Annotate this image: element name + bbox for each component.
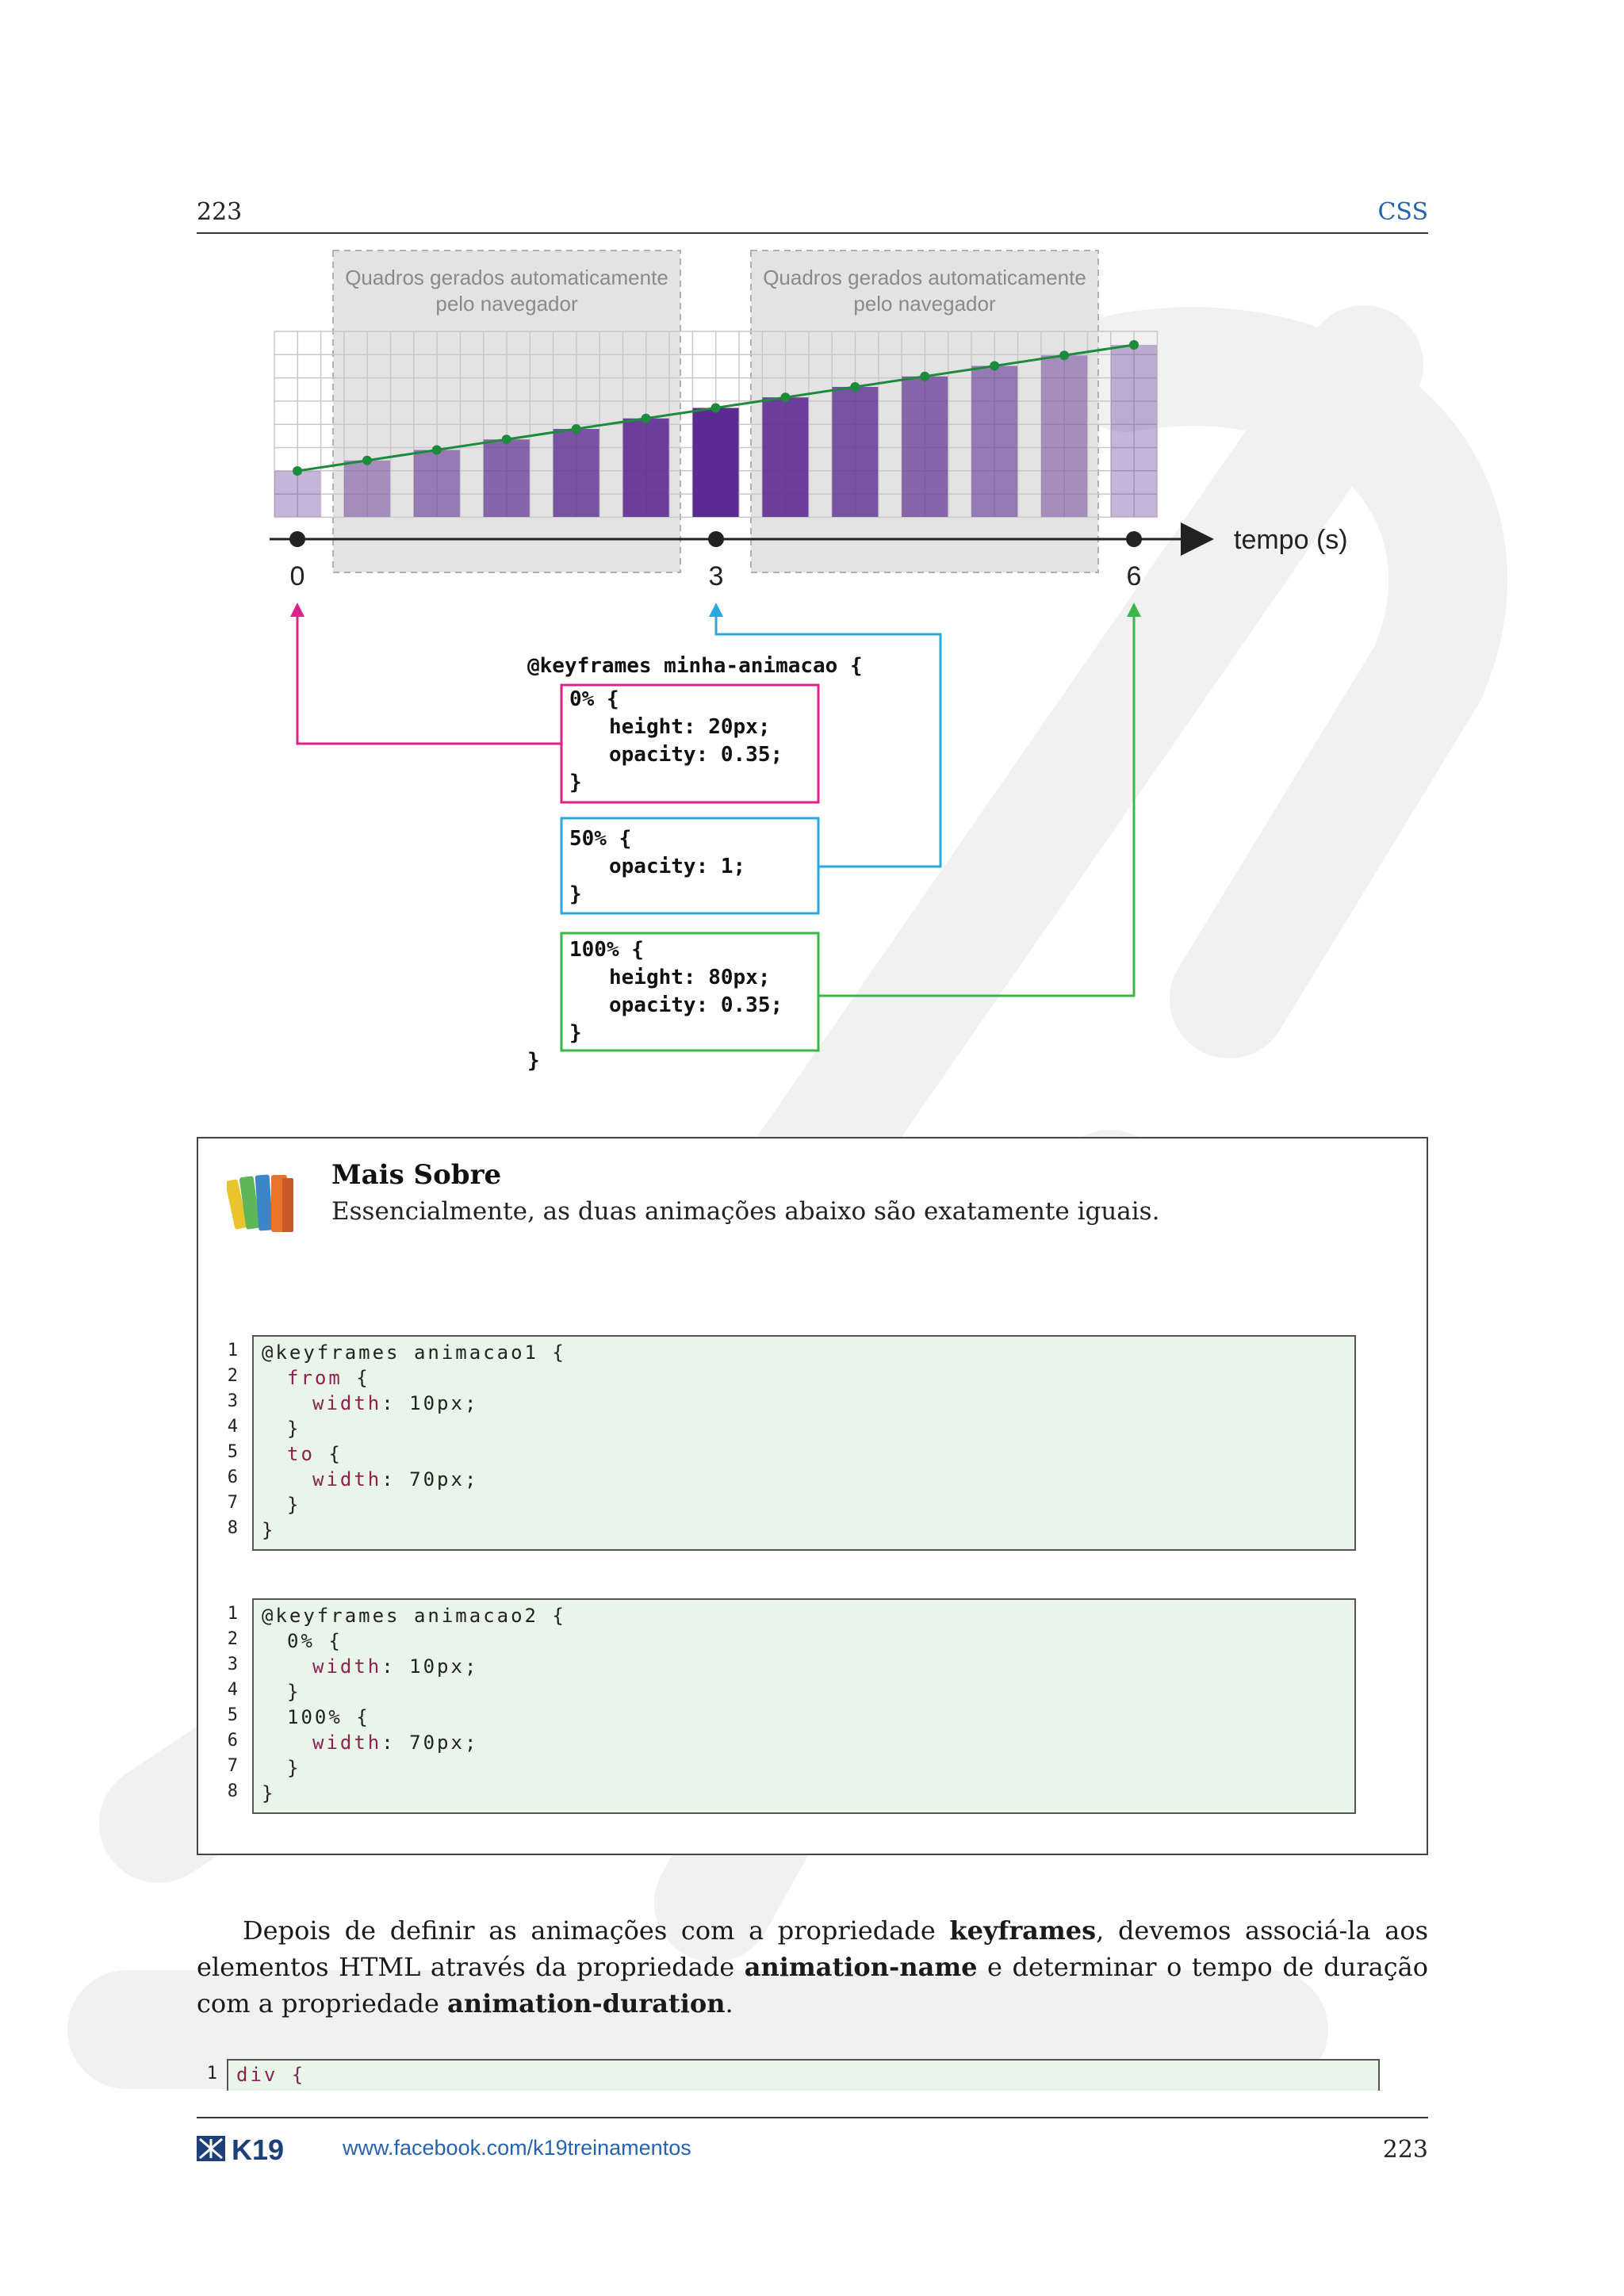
animation-bar — [344, 461, 390, 517]
code1-line-1: @keyframes animacao1 { — [262, 1341, 566, 1364]
line-number: 4 — [227, 1680, 238, 1700]
animation-bar — [484, 439, 530, 517]
trend-dot — [432, 446, 442, 455]
line-number: 5 — [227, 1442, 238, 1462]
mais-sobre-title: Mais Sobre — [331, 1159, 502, 1191]
code2-line-5: 100% { — [287, 1706, 370, 1728]
header-section-title: CSS — [1377, 198, 1428, 226]
line-number: 1 — [206, 2064, 217, 2084]
trend-dot — [1059, 350, 1069, 360]
trend-dot — [502, 434, 511, 444]
code1-line-5: to { — [287, 1443, 343, 1465]
animation-bar — [1111, 345, 1157, 517]
code2-line-2: 0% { — [287, 1630, 343, 1652]
header-rule — [197, 232, 1428, 234]
animation-bar — [553, 429, 599, 517]
k19-logo — [197, 2134, 324, 2163]
trend-dot — [642, 414, 651, 423]
code1-line-8: } — [262, 1519, 276, 1541]
code-k0-close: } — [569, 771, 582, 794]
frames-caption-2b: pelo navegador — [853, 292, 996, 316]
line-number: 4 — [227, 1417, 238, 1437]
code-open: @keyframes minha-animacao { — [527, 654, 863, 678]
tick-label-0: 0 — [289, 561, 305, 591]
code-block-animacao2 — [252, 1598, 1356, 1814]
code-k50-open: 50% { — [569, 827, 632, 851]
svg-text:K19: K19 — [232, 2134, 285, 2163]
animation-bar — [693, 408, 739, 518]
code-k100-opacity: opacity: 0.35; — [609, 993, 783, 1017]
line-number: 7 — [227, 1493, 238, 1513]
code-div-line: div { — [236, 2064, 306, 2086]
trend-dot — [990, 362, 999, 371]
tick-label-3: 3 — [708, 561, 724, 591]
animation-bar — [762, 397, 808, 517]
axis-label: tempo (s) — [1234, 525, 1348, 555]
frames-caption-2a: Quadros gerados automaticamente — [763, 266, 1086, 289]
tick-label-6: 6 — [1126, 561, 1142, 591]
keyword-animation-duration: animation-duration — [447, 1988, 726, 2019]
footer-url-link[interactable]: www.facebook.com/k19treinamentos — [343, 2136, 691, 2160]
code1-line-4: } — [287, 1418, 301, 1440]
tick-dot-0 — [289, 531, 305, 547]
code-block-div — [227, 2059, 1380, 2091]
trend-dot — [850, 382, 860, 392]
animation-bar — [623, 419, 669, 517]
line-number: 6 — [227, 1731, 238, 1751]
animation-bar — [902, 377, 948, 517]
trend-dot — [1129, 340, 1139, 350]
line-number: 6 — [227, 1468, 238, 1487]
frames-caption-1b: pelo navegador — [435, 292, 578, 316]
trend-dot — [572, 424, 581, 434]
line-number: 8 — [227, 1518, 238, 1538]
line-number: 2 — [227, 1366, 238, 1386]
code-k100-close: } — [569, 1021, 582, 1045]
keyword-animation-name: animation-name — [744, 1952, 978, 1982]
animation-bar — [414, 450, 460, 518]
trend-dot — [293, 466, 302, 476]
code-k50-opacity: opacity: 1; — [609, 855, 746, 878]
code2-line-4: } — [287, 1681, 301, 1703]
line-number: 7 — [227, 1756, 238, 1776]
trend-dot — [711, 404, 721, 413]
footer-rule — [197, 2117, 1428, 2118]
trend-dot — [780, 392, 790, 402]
code-k100-open: 100% { — [569, 938, 644, 962]
code2-line-6: width: 70px; — [312, 1732, 479, 1754]
code2-line-1: @keyframes animacao2 { — [262, 1605, 566, 1627]
line-number: 8 — [227, 1781, 238, 1801]
line-number: 3 — [227, 1391, 238, 1411]
books-icon — [227, 1162, 303, 1238]
code2-line-7: } — [287, 1757, 301, 1779]
animation-bar — [1041, 355, 1087, 517]
frames-caption-1a: Quadros gerados automaticamente — [345, 266, 668, 289]
line-number: 5 — [227, 1705, 238, 1725]
line-number: 2 — [227, 1629, 238, 1649]
body-paragraph: Depois de definir as animações com a propriedade keyframes, devemos associá-la aos elementos HTML através da propriedade animation-name e determinar o tempo de duração com a propriedade animation-duration. — [197, 1915, 1429, 2019]
code-k50-close: } — [569, 882, 582, 906]
code1-line-3: width: 10px; — [312, 1392, 479, 1414]
tick-dot-3 — [708, 531, 724, 547]
code1-line-7: } — [287, 1494, 301, 1516]
code1-line-2: from { — [287, 1367, 370, 1389]
code1-line-6: width: 70px; — [312, 1468, 479, 1490]
animation-bar — [971, 366, 1017, 518]
keyword-keyframes: keyframes — [949, 1915, 1097, 1946]
header-page-number: 223 — [197, 198, 243, 226]
code-k0-height: height: 20px; — [609, 715, 771, 739]
line-number: 1 — [227, 1341, 238, 1360]
animation-bar — [274, 471, 320, 517]
trend-dot — [920, 372, 929, 381]
keyframes-diagram — [0, 238, 1624, 1094]
line-number: 3 — [227, 1655, 238, 1674]
code-block-animacao1 — [252, 1335, 1356, 1551]
code-close: } — [527, 1049, 540, 1073]
code2-line-3: width: 10px; — [312, 1655, 479, 1678]
animation-bar — [832, 387, 878, 517]
code-k0-opacity: opacity: 0.35; — [609, 743, 783, 767]
code-k100-height: height: 80px; — [609, 966, 771, 989]
code2-line-8: } — [262, 1782, 276, 1804]
connector-6 — [818, 610, 1134, 996]
mais-sobre-text: Essencialmente, as duas animações abaixo são exatamente iguais. — [331, 1197, 1160, 1226]
tick-dot-6 — [1126, 531, 1142, 547]
mais-sobre-box — [197, 1137, 1428, 1855]
trend-dot — [362, 456, 372, 465]
connector-0 — [297, 610, 561, 744]
footer-page-number: 223 — [1382, 2136, 1428, 2164]
code-k0-open: 0% { — [569, 687, 619, 711]
line-number: 1 — [227, 1604, 238, 1624]
